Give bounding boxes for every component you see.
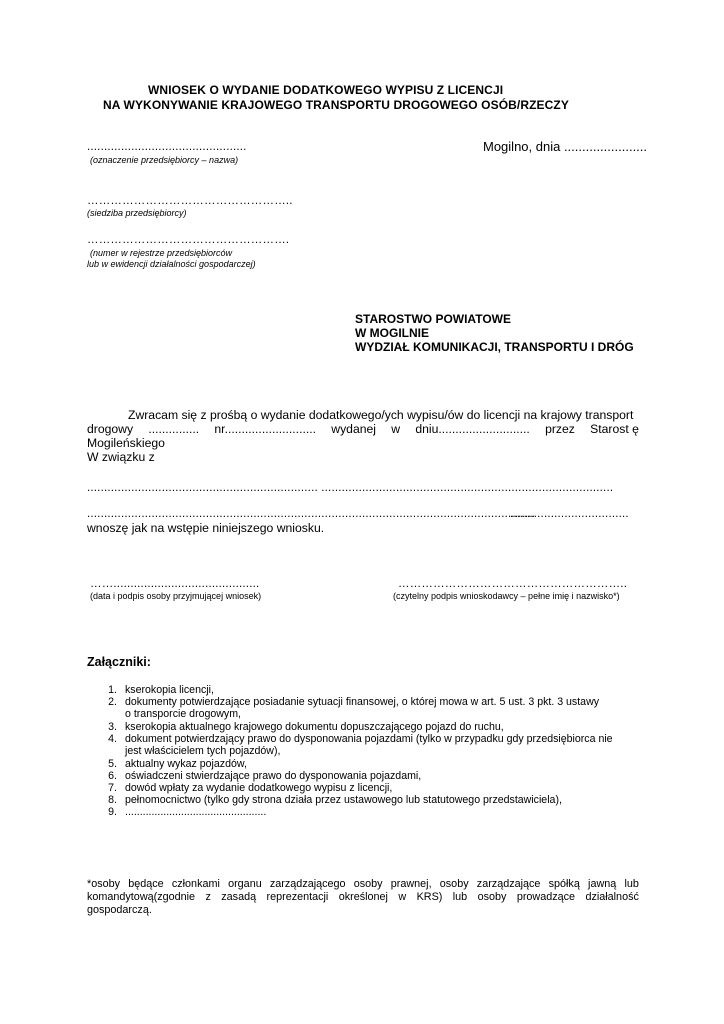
addressee-line-1: STAROSTWO POWIATOWE bbox=[355, 312, 511, 326]
reason-field-line-1[interactable]: .................................................................... ...................................................................................... bbox=[87, 482, 614, 494]
footnote-word: jawną bbox=[588, 878, 617, 890]
footnote-word: prowadzące bbox=[516, 891, 576, 903]
attachment-text: dokumenty potwierdzające posiadanie sytuacji finansowej, o której mowa w art. 5 ust. 3 pkt. 3 ustawy bbox=[125, 696, 600, 708]
footnote-word: z bbox=[205, 891, 211, 903]
applicant-signature-field[interactable]: ………………………………………………….. bbox=[398, 578, 628, 590]
attachment-text: pełnomocnictwo (tylko gdy strona działa przez ustawowego lub statutowego przedstawiciela), bbox=[125, 794, 562, 806]
license-number-field[interactable]: nr........................... bbox=[214, 422, 316, 436]
attachment-text: jest właścicielem tych pojazdów), bbox=[125, 745, 281, 757]
footnote-word: działalność bbox=[585, 891, 639, 903]
request-line-2 bbox=[87, 422, 639, 436]
footnote-word: prawnej, bbox=[390, 878, 432, 890]
footnote-word: lub bbox=[624, 878, 639, 890]
applicant-signature-caption: (czytelny podpis wnioskodawcy – pełne imię i nazwisko*) bbox=[393, 591, 620, 601]
other-attachment-field[interactable]: ................................................ bbox=[125, 806, 267, 818]
request-word: wydanej bbox=[331, 422, 376, 436]
attachment-text: dokument potwierdzający prawo do dysponowania pojazdami (tylko w przypadku gdy przedsiębiorca nie bbox=[125, 733, 613, 745]
attachments-list bbox=[103, 684, 643, 824]
footnote-word: osoby bbox=[353, 878, 383, 890]
attachment-number: 6. bbox=[108, 770, 117, 782]
attachment-number: 2. bbox=[108, 696, 117, 708]
attachment-number: 9. bbox=[108, 806, 117, 818]
footnote-word: będące bbox=[128, 878, 164, 890]
attachment-text: aktualny wykaz pojazdów, bbox=[125, 758, 247, 770]
applicant-register-caption-2: lub w ewidencji działalności gospodarczej) bbox=[87, 259, 256, 269]
applicant-name-caption: (oznaczenie przedsiębiorcy – nazwa) bbox=[90, 155, 239, 165]
addressee-line-2: W MOGILNIE bbox=[355, 326, 429, 340]
footnote-line-3: gospodarczą. bbox=[87, 904, 152, 916]
attachment-number: 3. bbox=[108, 721, 117, 733]
request-word: drogowy bbox=[87, 422, 134, 436]
applicant-seat-field[interactable]: …………………………………………….. bbox=[87, 195, 293, 207]
request-word: przez bbox=[545, 422, 575, 436]
attachment-text: kserokopia licencji, bbox=[125, 684, 214, 696]
reason-field-line-2[interactable]: .................................................................................................................................... bbox=[87, 508, 536, 520]
applicant-name-field[interactable]: ............................................... bbox=[87, 141, 247, 153]
attachment-number: 8. bbox=[108, 794, 117, 806]
form-title-line-2: NA WYKONYWANIE KRAJOWEGO TRANSPORTU DROGOWEGO OSÓB/RZECZY bbox=[103, 98, 569, 112]
applicant-seat-caption: (siedziba przedsiębiorcy) bbox=[87, 208, 187, 218]
attachment-item bbox=[103, 733, 643, 759]
request-word: w bbox=[391, 422, 401, 436]
footnote-word: komandytową(zgodnie bbox=[87, 891, 196, 903]
footnote-word: zasadą bbox=[221, 891, 257, 903]
attachment-text: kserokopia aktualnego krajowego dokumentu dopuszczającego pojazd do ruchu, bbox=[125, 721, 504, 733]
reason-field-line-2-end[interactable]: ................................... bbox=[510, 508, 629, 520]
footnote-word: zarządzające bbox=[476, 878, 541, 890]
footnote-word: spółką bbox=[548, 878, 580, 890]
attachment-number: 1. bbox=[108, 684, 117, 696]
footnote-word: *osoby bbox=[87, 878, 121, 890]
footnote-word: członkami bbox=[171, 878, 220, 890]
footnote-word: lub bbox=[452, 891, 468, 903]
footnote-word: określonej bbox=[338, 891, 388, 903]
attachment-item bbox=[103, 806, 643, 819]
footnote-line-2 bbox=[87, 891, 639, 903]
footnote-line-1 bbox=[87, 878, 639, 890]
footnote-word: zarządzającego bbox=[269, 878, 346, 890]
attachment-text: o transporcie drogowym, bbox=[125, 708, 241, 720]
request-line-3: Mogileńskiego bbox=[87, 436, 165, 450]
footnote-word: KRS) bbox=[416, 891, 443, 903]
attachment-number: 4. bbox=[108, 733, 117, 745]
attachment-item bbox=[103, 696, 643, 722]
addressee-line-3: WYDZIAŁ KOMUNIKACJI, TRANSPORTU I DRÓG bbox=[355, 340, 634, 354]
attachment-number: 7. bbox=[108, 782, 117, 794]
footnote-word: reprezentacji bbox=[266, 891, 329, 903]
receiver-signature-field[interactable]: ……........................................... bbox=[90, 578, 260, 590]
attachment-number: 5. bbox=[108, 758, 117, 770]
footnote-word: w bbox=[398, 891, 407, 903]
request-closing: wnoszę jak na wstępie niniejszego wniosku. bbox=[87, 521, 325, 535]
license-date-field[interactable]: dniu........................... bbox=[415, 422, 530, 436]
applicant-register-caption-1: (numer w rejestrze przedsiębiorców bbox=[90, 248, 233, 258]
attachments-heading: Załączniki: bbox=[87, 655, 151, 669]
applicant-register-field[interactable]: ……………………………………………. bbox=[87, 234, 290, 246]
receiver-signature-caption: (data i podpis osoby przyjmującej wniosek) bbox=[90, 591, 262, 601]
request-word: Starost ę bbox=[590, 422, 639, 436]
form-title-line-1: WNIOSEK O WYDANIE DODATKOWEGO WYPISU Z LICENCJI bbox=[148, 83, 504, 97]
license-number-dots-1[interactable]: ............... bbox=[148, 422, 200, 436]
attachment-text: dowód wpłaty za wydanie dodatkowego wypisu z licencji, bbox=[125, 782, 393, 794]
footnote-word: osoby bbox=[477, 891, 507, 903]
request-line-4: W związku z bbox=[87, 450, 155, 464]
footnote-word: organu bbox=[228, 878, 262, 890]
place-date-field[interactable]: Mogilno, dnia ....................... bbox=[483, 139, 648, 154]
attachment-text: oświadczeni stwierdzające prawo do dysponowania pojazdami, bbox=[125, 770, 422, 782]
request-line-1: Zwracam się z prośbą o wydanie dodatkowego/ych wypisu/ów do licencji na krajowy transport bbox=[128, 408, 634, 422]
footnote-word: osoby bbox=[439, 878, 469, 890]
